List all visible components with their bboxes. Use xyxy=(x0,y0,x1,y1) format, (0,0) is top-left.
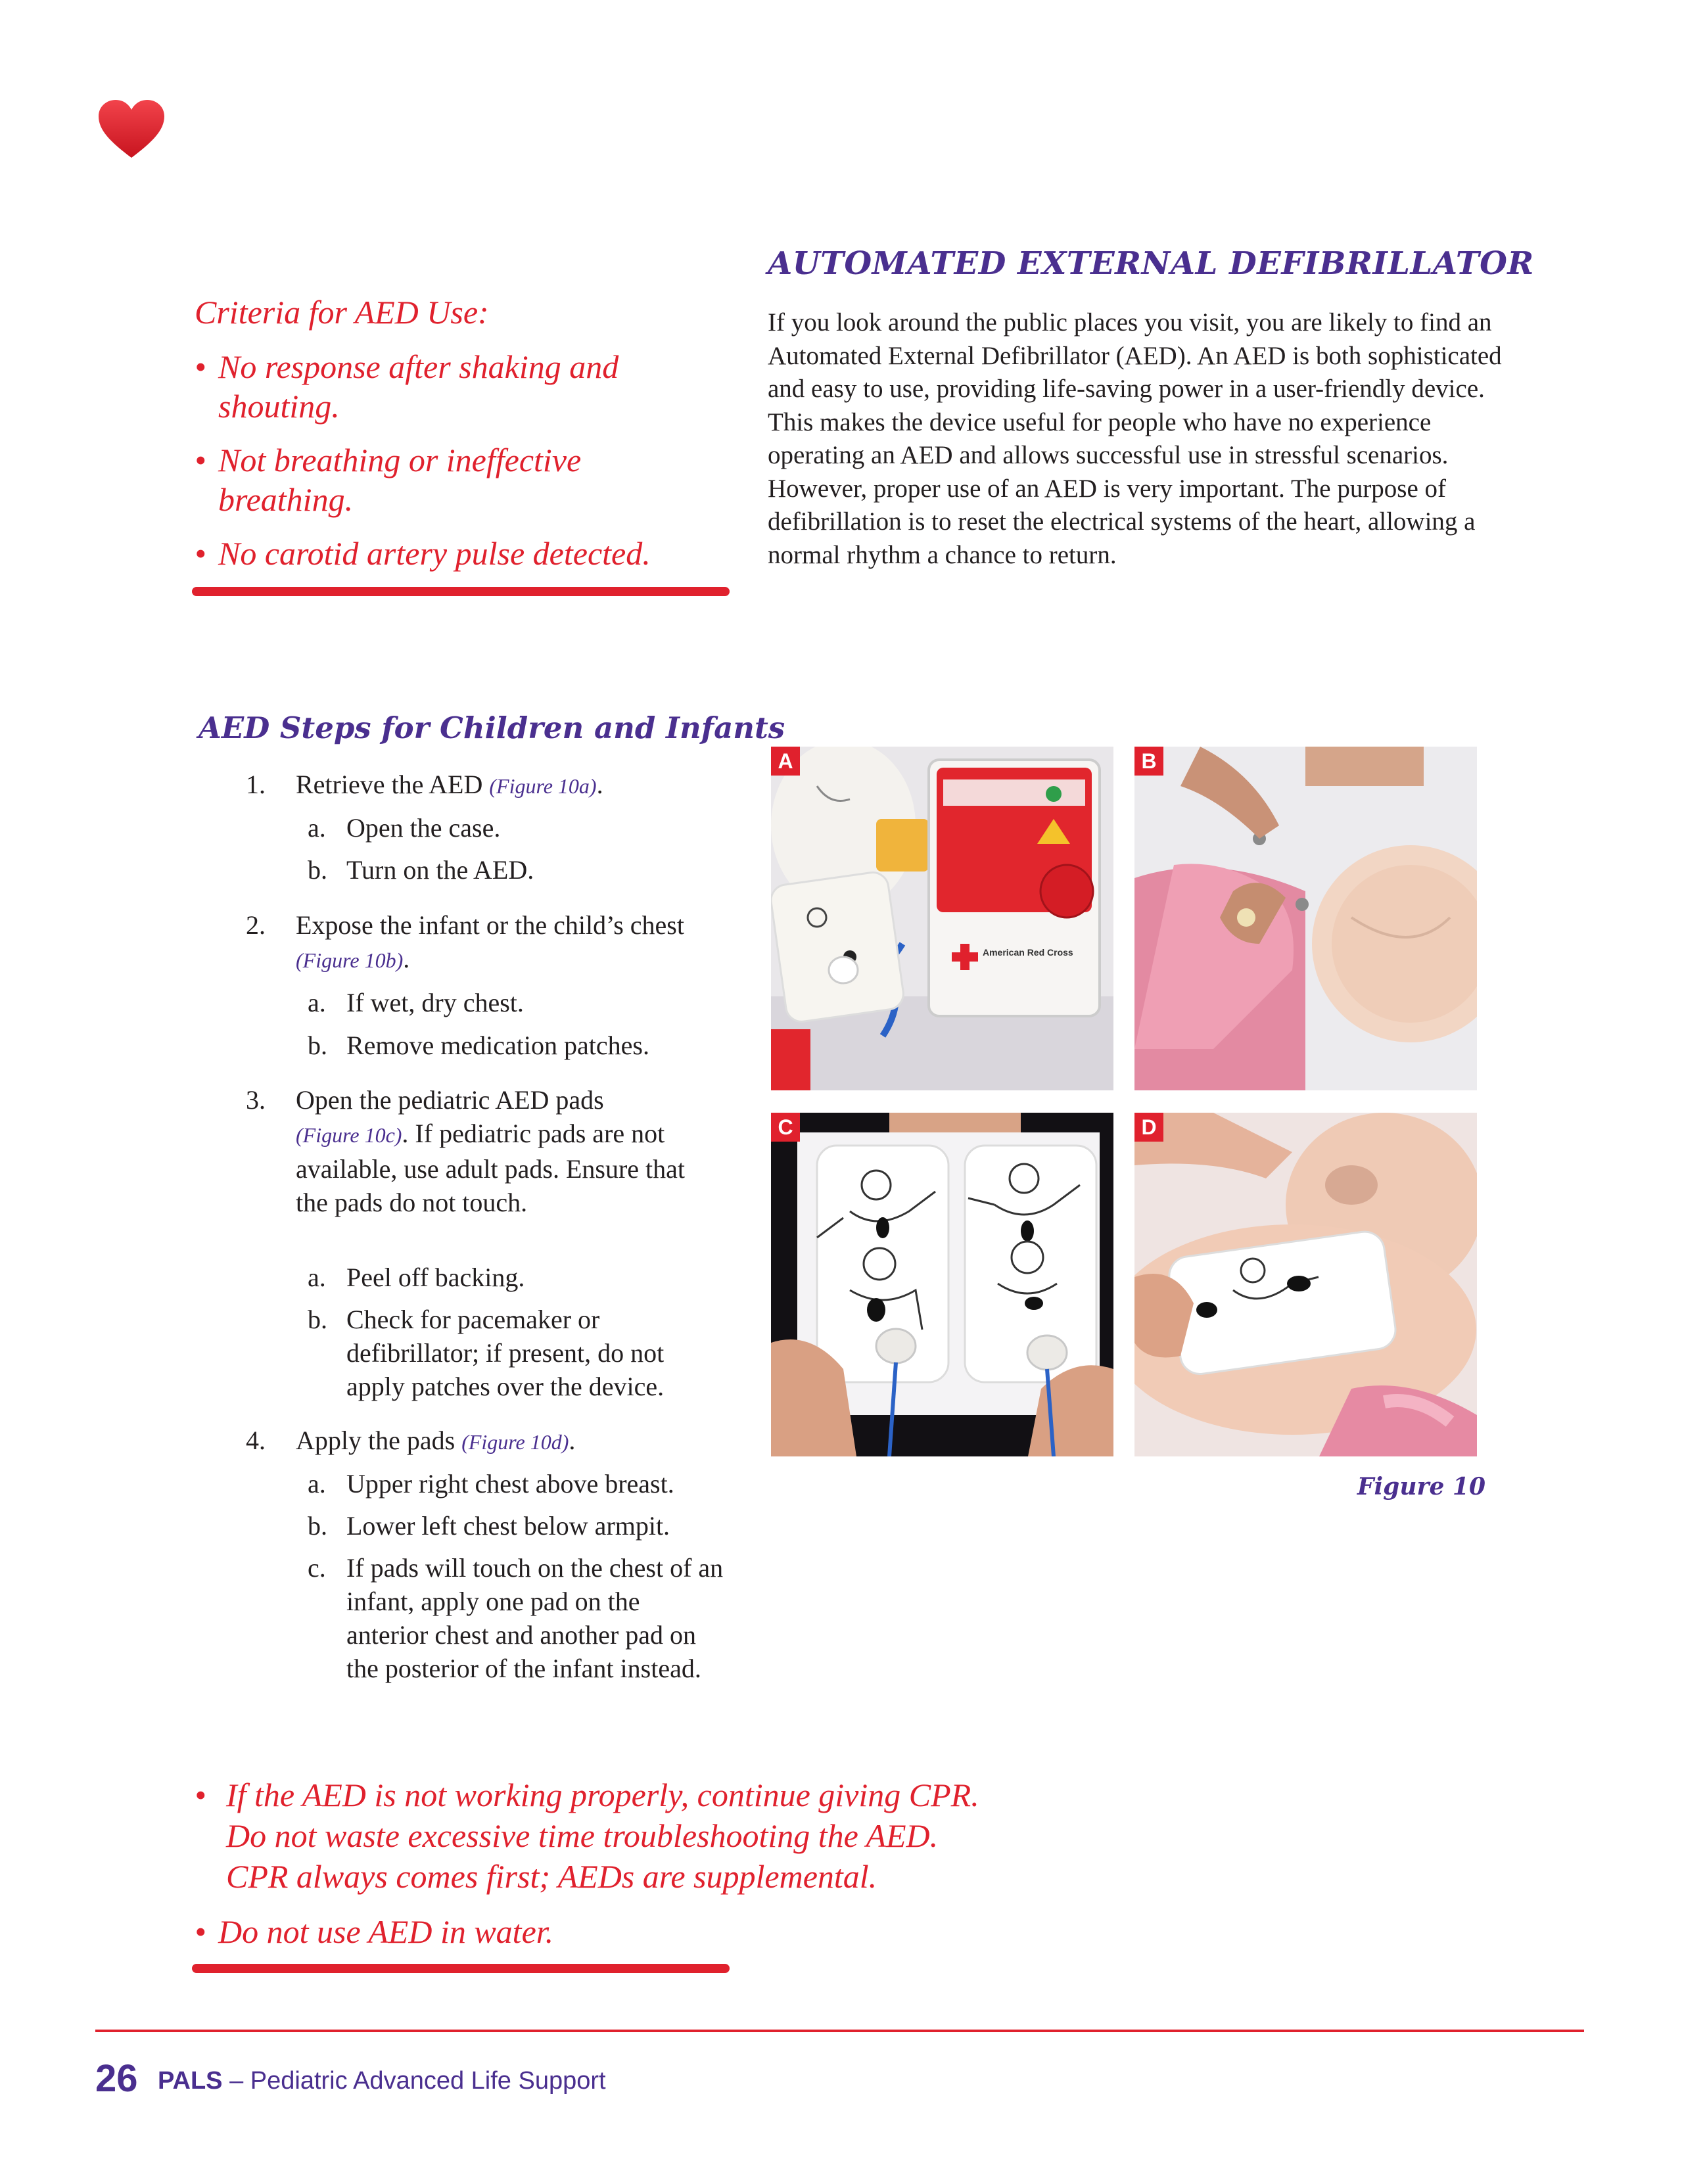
step-1-text: Retrieve the AED (Figure 10a). xyxy=(296,770,603,799)
substep-text: Remove medication patches. xyxy=(346,1031,649,1060)
step-number: 1. xyxy=(246,770,266,799)
substep-letter: b. xyxy=(308,1511,327,1541)
substep-text: Peel off backing. xyxy=(346,1263,525,1292)
substep-text: Turn on the AED. xyxy=(346,855,534,885)
figure-label-d: D xyxy=(1134,1113,1163,1142)
footer-divider xyxy=(95,2030,1584,2032)
page-number: 26 xyxy=(95,2057,138,2100)
figure-caption: Figure 10 xyxy=(1357,1473,1485,1500)
note-water: • Do not use AED in water. xyxy=(195,1913,554,1950)
steps-heading: AED Steps for Children and Infants xyxy=(199,710,785,745)
figure-ref-link[interactable]: (Figure 10d) xyxy=(461,1430,569,1454)
substep-letter: c. xyxy=(308,1553,326,1583)
figure-10c-photo xyxy=(771,1113,1113,1456)
note-cpr: • If the AED is not working properly, continue giving CPR. Do not waste excessive time troubleshooting the AED. CPR always comes first; AEDs are supplemental. xyxy=(195,1777,979,1895)
notes-divider xyxy=(192,1964,730,1973)
criteria-item: • Not breathing or ineffective breathing. xyxy=(195,442,582,518)
step-number: 4. xyxy=(246,1426,266,1455)
figure-10a-photo xyxy=(771,747,1113,1090)
figure-ref-link[interactable]: (Figure 10c) xyxy=(296,1123,402,1147)
substep-letter: a. xyxy=(308,1263,326,1292)
footer-title: PALS – Pediatric Advanced Life Support xyxy=(158,2067,606,2095)
substep-text: Open the case. xyxy=(346,813,501,843)
figure-label-c: C xyxy=(771,1113,800,1142)
criteria-item: • No carotid artery pulse detected. xyxy=(195,535,651,572)
criteria-title: Criteria for AED Use: xyxy=(195,294,489,331)
step-number: 3. xyxy=(246,1085,266,1115)
substep-text: Lower left chest below armpit. xyxy=(346,1511,670,1541)
criteria-divider xyxy=(192,587,730,596)
figure-label-a: A xyxy=(771,747,800,776)
step-3-text: Open the pediatric AED pads (Figure 10c). If pediatric pads are not available, use adult pads. Ensure that the pads do not touch. xyxy=(296,1085,686,1217)
figure-10b-photo xyxy=(1134,747,1477,1090)
figure-ref-link[interactable]: (Figure 10b) xyxy=(296,948,404,972)
step-number: 2. xyxy=(246,910,266,940)
substep-letter: b. xyxy=(308,1031,327,1060)
substep-letter: a. xyxy=(308,813,326,843)
substep-letter: b. xyxy=(308,1305,327,1334)
substep-text: If wet, dry chest. xyxy=(346,988,524,1017)
step-2-text: Expose the infant or the child’s chest (Figure 10b). xyxy=(296,910,684,973)
aed-heading: AUTOMATED EXTERNAL DEFIBRILLATOR xyxy=(768,245,1534,282)
substep-text: Upper right chest above breast. xyxy=(346,1469,674,1499)
aed-paragraph: If you look around the public places you visit, you are likely to find an Automated External Defibrillator (AED). An AED is both sophisticated and easy to use, providing life-saving power in a user-friendly device. This makes the device useful for people who have no experience operating an AED and allows successful use in stressful scenarios. However, proper use of an AED is very important. The purpose of defibrillation is to reset the electrical systems of the heart, allowing a normal rhythm a chance to return. xyxy=(768,308,1502,569)
substep-text: If pads will touch on the chest of an infant, apply one pad on the anterior chest and another pad on the posterior of the infant instead. xyxy=(346,1553,724,1683)
figure-10d-photo xyxy=(1134,1113,1477,1456)
criteria-item: • No response after shaking and shouting. xyxy=(195,348,619,425)
substep-letter: b. xyxy=(308,855,327,885)
heart-logo-icon xyxy=(97,99,166,159)
figure-ref-link[interactable]: (Figure 10a) xyxy=(489,774,597,798)
substep-letter: a. xyxy=(308,988,326,1017)
figure-label-b: B xyxy=(1134,747,1163,776)
substep-letter: a. xyxy=(308,1469,326,1499)
step-4-text: Apply the pads (Figure 10d). xyxy=(296,1426,576,1455)
substep-text: Check for pacemaker or defibrillator; if present, do not apply patches over the device. xyxy=(346,1305,665,1401)
device-brand-text: American Red Cross xyxy=(983,947,1073,958)
